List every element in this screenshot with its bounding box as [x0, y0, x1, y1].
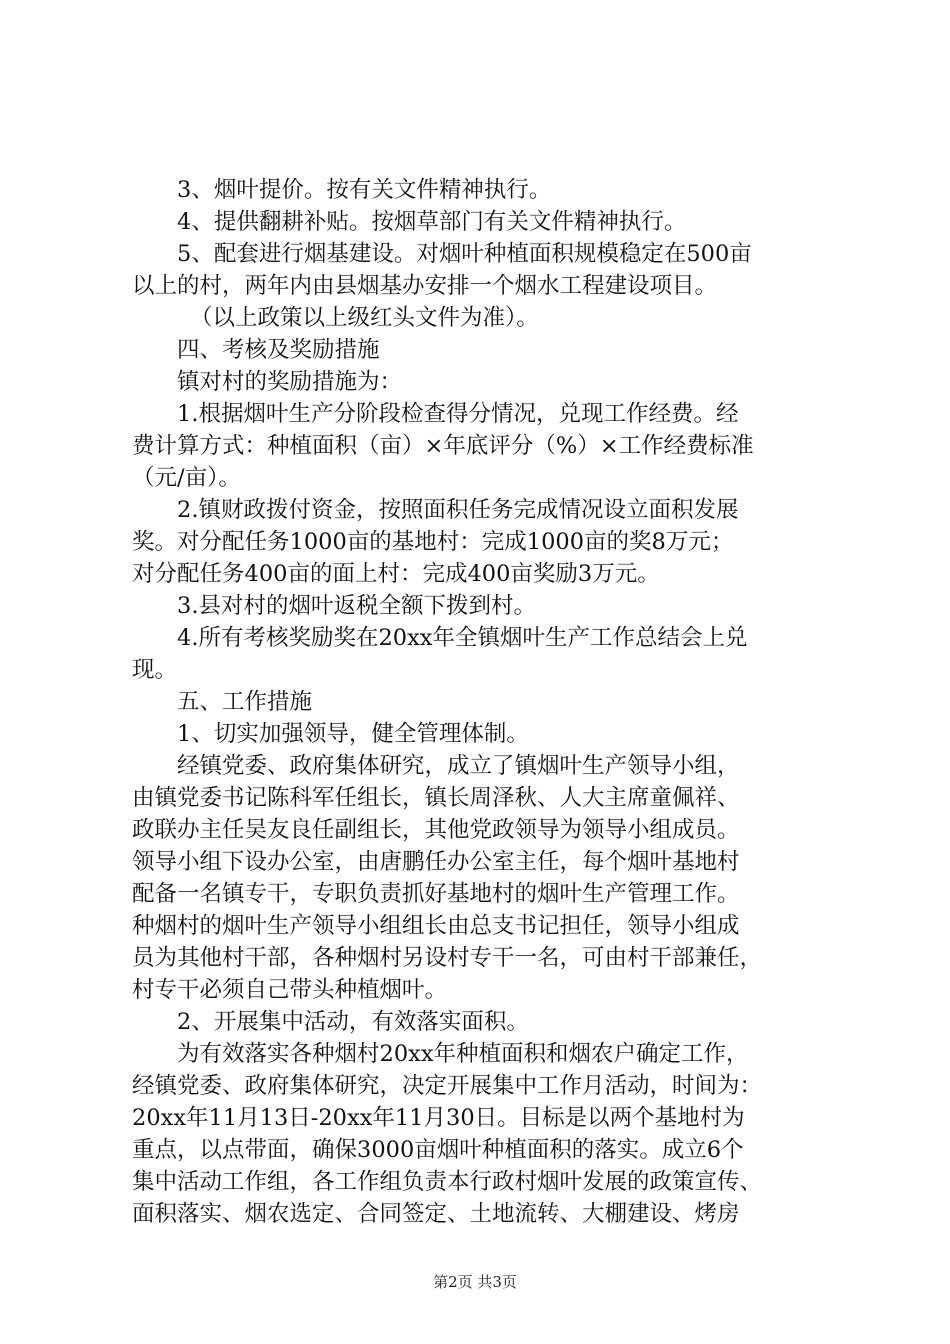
- subsection-heading: 2、开展集中活动，有效落实面积。: [177, 1009, 529, 1035]
- page-number-label: 第2页 共3页: [433, 1273, 517, 1291]
- paragraph-line: （元/亩）。: [132, 465, 241, 491]
- paragraph-line: 面积落实、烟农选定、合同签定、土地流转、大棚建设、烤房: [132, 1201, 740, 1227]
- section-heading: 五、工作措施: [177, 689, 313, 715]
- paragraph-line: 4、提供翻耕补贴。按烟草部门有关文件精神执行。: [177, 209, 687, 235]
- paragraph-line: 以上的村，两年内由县烟基办安排一个烟水工程建设项目。: [132, 273, 718, 299]
- paragraph-line: 经镇党委、政府集体研究，成立了镇烟叶生产领导小组，: [177, 753, 740, 779]
- document-body: [132, 174, 832, 1230]
- paragraph-line: 现。: [132, 657, 178, 683]
- paragraph-line: 费计算方式：种植面积（亩）×年底评分（%）×工作经费标准: [132, 433, 754, 459]
- paragraph-line: 对分配任务400亩的面上村：完成400亩奖励3万元。: [132, 561, 660, 587]
- paragraph-line: 领导小组下设办公室，由唐鹏任办公室主任，每个烟叶基地村: [132, 849, 740, 875]
- paragraph-line: 由镇党委书记陈科军任组长，镇长周泽秋、人大主席童佩祥、: [132, 785, 740, 811]
- paragraph-line: 种烟村的烟叶生产领导小组组长由总支书记担任，领导小组成: [132, 913, 740, 939]
- paragraph-line: 4.所有考核奖励奖在20xx年全镇烟叶生产工作总结会上兑: [177, 625, 748, 651]
- page-footer: [0, 1272, 950, 1292]
- paragraph-line: 重点，以点带面，确保3000亩烟叶种植面积的落实。成立6个: [132, 1137, 744, 1163]
- paragraph-line: 镇对村的奖励措施为：: [177, 369, 403, 395]
- section-heading: 四、考核及奖励措施: [177, 337, 380, 363]
- paragraph-line: 经镇党委、政府集体研究，决定开展集中工作月活动，时间为：: [132, 1073, 763, 1099]
- paragraph-line: 5、配套进行烟基建设。对烟叶种植面积规模稳定在500亩: [177, 241, 752, 267]
- paragraph-line: （以上政策以上级红头文件为准）。: [190, 305, 539, 331]
- paragraph-line: 3、烟叶提价。按有关文件精神执行。: [177, 177, 552, 203]
- paragraph-line: 村专干必须自己带头种植烟叶。: [132, 977, 448, 1003]
- subsection-heading: 1、切实加强领导，健全管理体制。: [177, 721, 529, 747]
- paragraph-line: 奖。对分配任务1000亩的基地村：完成1000亩的奖8万元；: [132, 529, 734, 555]
- paragraph-line: 20xx年11月13日-20xx年11月30日。目标是以两个基地村为: [132, 1105, 745, 1131]
- paragraph-line: 员为其他村干部，各种烟村另设村专干一名，可由村干部兼任，: [132, 945, 763, 971]
- paragraph-line: 2.镇财政拨付资金，按照面积任务完成情况设立面积发展: [177, 497, 739, 523]
- paragraph-line: 政联办主任吴友良任副组长，其他党政领导为领导小组成员。: [132, 817, 740, 843]
- paragraph-line: 1.根据烟叶生产分阶段检查得分情况，兑现工作经费。经: [177, 401, 739, 427]
- paragraph-line: 3.县对村的烟叶返税全额下拨到村。: [177, 593, 536, 619]
- paragraph-line: 集中活动工作组，各工作组负责本行政村烟叶发展的政策宣传、: [132, 1169, 763, 1195]
- paragraph-line: 为有效落实各种烟村20xx年种植面积和烟农户确定工作，: [177, 1041, 749, 1067]
- paragraph-line: 配备一名镇专干，专职负责抓好基地村的烟叶生产管理工作。: [132, 881, 740, 907]
